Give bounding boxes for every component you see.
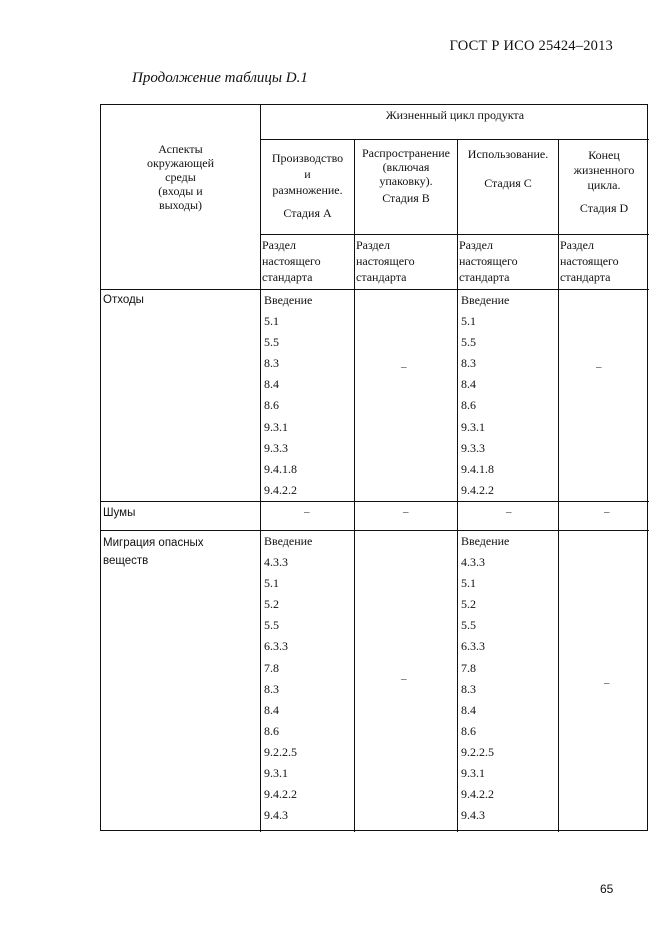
section-label-a: Раздел настоящего стандарта — [262, 238, 321, 284]
waste-stage-a-sections — [264, 293, 312, 504]
list-item: 9.4.2.2 — [461, 787, 494, 802]
noise-stage-b-dash: – — [403, 506, 409, 518]
list-item: Введение — [461, 534, 510, 548]
list-item: 9.4.1.8 — [264, 461, 297, 476]
list-item: 9.4.2.2 — [264, 482, 297, 497]
waste-stage-b-dash: – — [401, 361, 407, 373]
list-item: 5.1 — [264, 314, 279, 329]
list-item: 6.3.3 — [264, 639, 288, 654]
list-item: 9.4.1.8 — [461, 461, 494, 476]
lifecycle-header: Жизненный цикл продукта — [385, 108, 525, 122]
hazard-stage-d-dash: – — [604, 677, 610, 689]
aspect-hazard-migration: Миграция опасных веществ — [103, 537, 204, 567]
list-item: 6.3.3 — [461, 639, 485, 654]
list-item: 9.3.1 — [461, 419, 485, 434]
list-item: 8.3 — [264, 356, 279, 371]
lifecycle-table — [100, 104, 648, 831]
list-item: 7.8 — [461, 660, 476, 675]
hazard-stage-a-sections — [264, 534, 312, 829]
list-item: Введение — [264, 534, 313, 548]
list-item: 5.5 — [264, 335, 279, 350]
list-item: 8.4 — [264, 377, 279, 392]
list-item: 9.3.1 — [264, 419, 288, 434]
hazard-stage-c-sections — [461, 534, 509, 829]
stage-a-header: Производство и размножение. Стадия А — [271, 151, 344, 220]
list-item: 9.3.3 — [461, 440, 485, 455]
document-header: ГОСТ Р ИСО 25424–2013 — [449, 38, 613, 54]
section-label-c: Раздел настоящего стандарта — [459, 238, 518, 284]
list-item: 8.6 — [264, 723, 279, 738]
list-item: 5.2 — [461, 597, 476, 612]
list-item: 5.5 — [461, 335, 476, 350]
section-label-b: Раздел настоящего стандарта — [356, 238, 415, 284]
list-item: Введение — [461, 293, 510, 307]
waste-stage-c-sections — [461, 293, 509, 504]
aspect-noise: Шумы — [103, 507, 136, 519]
list-item: 9.4.3 — [264, 808, 288, 823]
list-item: 5.1 — [461, 576, 476, 591]
page-number: 65 — [600, 882, 614, 896]
list-item: 9.2.2.5 — [264, 744, 297, 759]
list-item: 9.3.1 — [264, 766, 288, 781]
list-item: 8.4 — [461, 702, 476, 717]
noise-stage-c-dash: – — [506, 506, 512, 518]
list-item: 8.4 — [264, 702, 279, 717]
list-item: 5.5 — [461, 618, 476, 633]
list-item: 9.2.2.5 — [461, 744, 494, 759]
list-item: 8.3 — [264, 681, 279, 696]
stage-c-header: Использование. Стадия С — [467, 147, 549, 190]
list-item: 9.3.3 — [264, 440, 288, 455]
list-item: 8.4 — [461, 377, 476, 392]
list-item: 9.4.2.2 — [461, 482, 494, 497]
list-item: 9.3.1 — [461, 766, 485, 781]
waste-stage-d-dash: – — [596, 361, 602, 373]
list-item: 4.3.3 — [461, 555, 485, 570]
list-item: Введение — [264, 293, 313, 307]
hazard-stage-b-dash: – — [401, 673, 407, 685]
aspect-header: Аспекты окружающей среды (входы и выходы) — [146, 142, 215, 212]
list-item: 8.6 — [461, 398, 476, 413]
section-label-d: Раздел настоящего стандарта — [560, 238, 619, 284]
list-item: 9.4.2.2 — [264, 787, 297, 802]
list-item: 4.3.3 — [264, 555, 288, 570]
list-item: 5.1 — [461, 314, 476, 329]
list-item: 8.6 — [461, 723, 476, 738]
stage-b-header: Распространение (включая упаковку). Стадия В — [361, 146, 450, 205]
aspect-waste: Отходы — [103, 294, 144, 306]
list-item: 8.3 — [461, 356, 476, 371]
list-item: 8.6 — [264, 398, 279, 413]
table-caption: Продолжение таблицы D.1 — [132, 70, 308, 86]
noise-stage-a-dash: – — [304, 506, 310, 518]
list-item: 5.1 — [264, 576, 279, 591]
list-item: 8.3 — [461, 681, 476, 696]
list-item: 9.4.3 — [461, 808, 485, 823]
list-item: 7.8 — [264, 660, 279, 675]
list-item: 5.2 — [264, 597, 279, 612]
noise-stage-d-dash: – — [604, 506, 610, 518]
stage-d-header: Конец жизненного цикла. Стадия D — [573, 148, 635, 215]
list-item: 5.5 — [264, 618, 279, 633]
